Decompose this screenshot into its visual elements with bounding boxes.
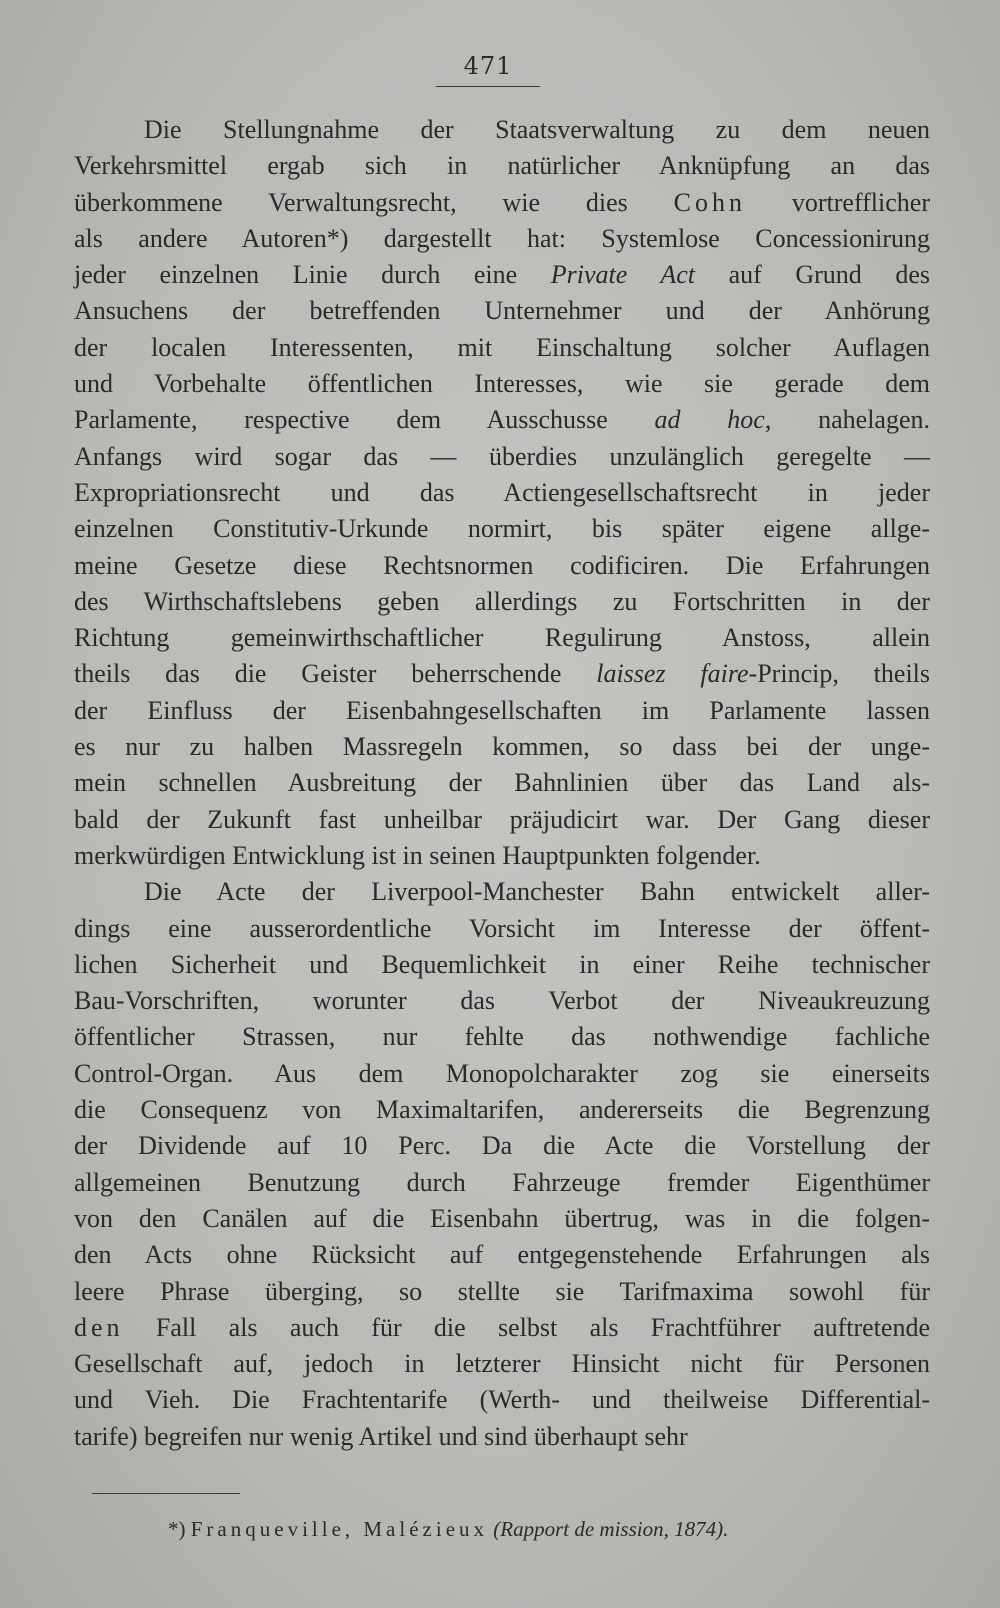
- text-line: der localen Interessenten, mit Einschaltung solcher Auflagen: [74, 332, 930, 362]
- text-line: Anfangs wird sogar das — überdies unzulänglich geregelte —: [74, 441, 930, 471]
- footnote: [168, 1517, 948, 1542]
- paragraph-1: [74, 112, 930, 874]
- footnote-divider: [92, 1493, 240, 1494]
- text-line: allgemeinen Benutzung durch Fahrzeuge fremder Eigenthümer: [74, 1167, 930, 1197]
- text-line: öffentlicher Strassen, nur fehlte das nothwendige fachliche: [74, 1022, 930, 1052]
- footnote-authors: Franqueville, Malézieux: [190, 1517, 489, 1541]
- text-line: merkwürdigen Entwicklung ist in seinen Hauptpunkten folgender.: [74, 840, 761, 870]
- text-line: und Vieh. Die Frachtentarife (Werth- und theilweise Differential-: [74, 1385, 930, 1415]
- text-line: Richtung gemeinwirthschaftlicher Regulirung Anstoss, allein: [74, 623, 930, 653]
- text-line: als andere Autoren*) dargestellt hat: Systemlose Concessionirung: [74, 223, 930, 253]
- text-line: Bau-Vorschriften, worunter das Verbot der Niveaukreuzung: [74, 986, 930, 1016]
- text-line: der Dividende auf 10 Perc. Da die Acte die Vorstellung der: [74, 1131, 930, 1161]
- text-line: jeder einzelnen Linie durch eine Private Act auf Grund des: [74, 260, 930, 290]
- text-line: leere Phrase überging, so stellte sie Tarifmaxima sowohl für: [74, 1276, 930, 1306]
- text-line: Die Acte der Liverpool-Manchester Bahn entwickelt aller-: [144, 877, 930, 907]
- text-line: dings eine ausserordentliche Vorsicht im Interesse der öffent-: [74, 913, 930, 943]
- text-line: überkommene Verwaltungsrecht, wie dies Cohn vortrefflicher: [74, 187, 930, 217]
- text-line: von den Canälen auf die Eisenbahn übertrug, was in die folgen-: [74, 1203, 930, 1233]
- text-line: Verkehrsmittel ergab sich in natürlicher Anknüpfung an das: [74, 151, 930, 181]
- text-line: die Consequenz von Maximaltarifen, andererseits die Begrenzung: [74, 1095, 930, 1125]
- text-line: theils das die Geister beherrschende laissez faire-Princip, theils: [74, 659, 931, 689]
- text-line: mein schnellen Ausbreitung der Bahnlinien über das Land als-: [74, 768, 930, 798]
- page-number: 471: [436, 52, 540, 87]
- text-line: Parlamente, respective dem Ausschusse ad hoc, nahelagen.: [74, 405, 931, 435]
- text-line: tarife) begreifen nur wenig Artikel und sind überhaupt sehr: [74, 1421, 688, 1451]
- text-line: Expropriationsrecht und das Actiengesellschaftsrecht in jeder: [74, 477, 930, 507]
- text-line: der Einfluss der Eisenbahngesellschaften im Parlamente lassen: [74, 695, 930, 725]
- text-line: Die Stellungnahme der Staatsverwaltung zu dem neuen: [144, 115, 930, 144]
- footnote-citation: (Rapport de mission, 1874).: [493, 1517, 729, 1541]
- text-line: einzelnen Constitutiv-Urkunde normirt, bis später eigene allge-: [74, 514, 930, 544]
- text-line: bald der Zukunft fast unheilbar präjudicirt war. Der Gang dieser: [74, 804, 930, 834]
- footnote-marker: *): [168, 1517, 186, 1541]
- text-line: den Fall als auch für die selbst als Frachtführer auftretende: [74, 1312, 930, 1342]
- text-line: den Acts ohne Rücksicht auf entgegenstehende Erfahrungen als: [74, 1240, 930, 1270]
- text-line: meine Gesetze diese Rechtsnormen codificiren. Die Erfahrungen: [74, 550, 930, 580]
- text-line: Control-Organ. Aus dem Monopolcharakter zog sie einerseits: [74, 1058, 930, 1088]
- text-line: und Vorbehalte öffentlichen Interesses, wie sie gerade dem: [74, 369, 930, 399]
- text-line: es nur zu halben Massregeln kommen, so dass bei der unge-: [74, 732, 930, 762]
- text-line: Ansuchens der betreffenden Unternehmer und der Anhörung: [74, 296, 930, 326]
- text-line: lichen Sicherheit und Bequemlichkeit in einer Reihe technischer: [74, 949, 930, 979]
- body-text: [74, 112, 930, 1455]
- text-line: Gesellschaft auf, jedoch in letzterer Hinsicht nicht für Personen: [74, 1349, 930, 1379]
- text-line: des Wirthschaftslebens geben allerdings zu Fortschritten in der: [74, 586, 930, 616]
- paragraph-2: [74, 874, 930, 1455]
